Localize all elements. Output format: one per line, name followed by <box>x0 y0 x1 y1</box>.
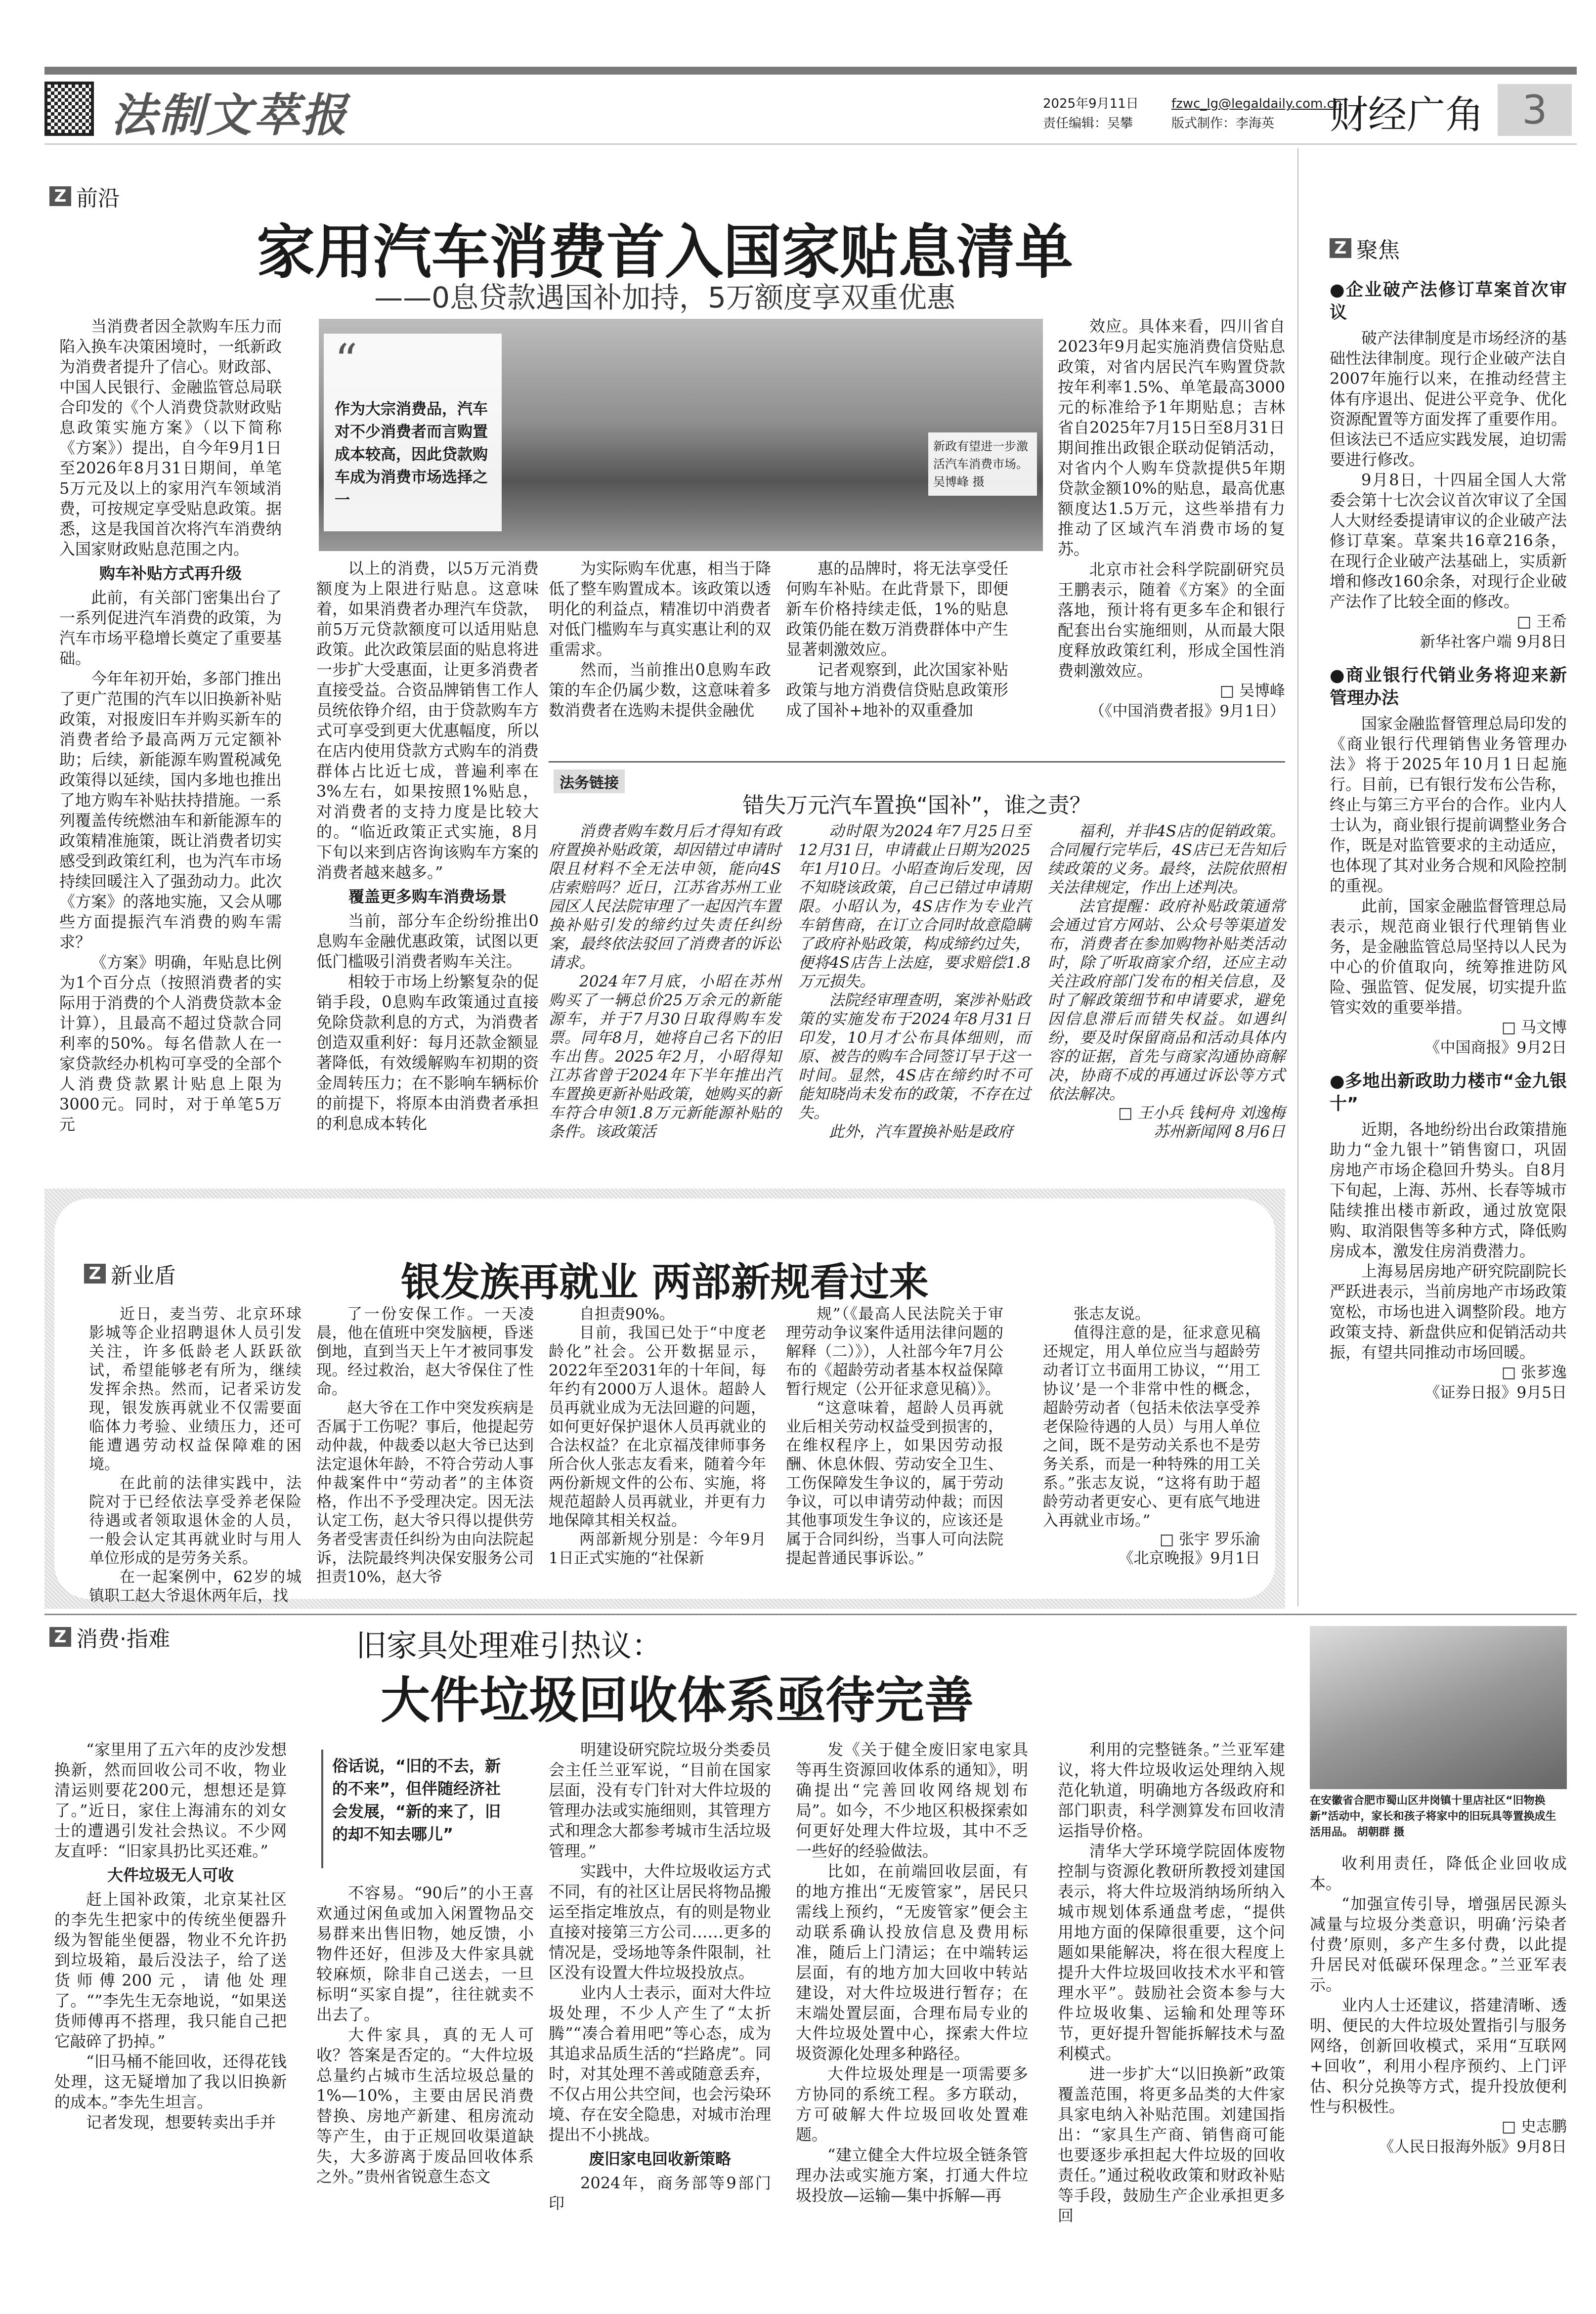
paragraph: “这意味着，超龄人员再就业后相关劳动权益受到损害的，在维权程序上，如果因劳动报酬、休息休假、劳动安全卫生、工伤保障发生争议的，属于劳动争议，可以申请劳动仲裁；而因其他事项发生争议的，应该还是属于合同纠纷，当事人可向法院提起普通民事诉讼。” <box>786 1399 1003 1567</box>
section-tag-icon: Z <box>49 186 71 206</box>
sidebar-news-list <box>1330 267 1567 1403</box>
article-subtitle: ——0息贷款遇国补加持，5万额度享双重优惠 <box>374 281 955 314</box>
paragraph: 值得注意的是，征求意见稿还规定，用人单位应当与超龄劳动者订立书面用工协议，“‘用工协议’是一个非常中性的概念，超龄劳动者（包括未依法享受养老保险待遇的人员）与用人单位之间，既不是劳动关系也不是劳务关系，而是一种特殊的用工关系。”张志友说，“这将有助于超龄劳动者更安心、更有底气地进入再就业市场。” <box>1043 1324 1260 1530</box>
paragraph: 法官提醒：政府补贴政策通常会通过官方网站、公众号等渠道发布，消费者在参加购物补贴类活动时，除了听取商家介绍，还应主动关注政府部门发布的相关信息，及时了解政策细节和申请要求，避免因信息滞后而错失权益。如遇纠纷，要及时保留商品和活动具体内容的证据，首先与商家沟通协商解决，协商不成的再通过诉讼等方式依法解决。 <box>1048 898 1285 1103</box>
subheading: 大件垃圾无人可收 <box>107 1866 234 1885</box>
article-column <box>549 1740 771 2214</box>
paragraph: 惠的品牌时，将无法享受任何购车补贴。在此背景下，即便新车价格持续走低，1%的贴息政策仍能在数万消费群体中产生显著刺激效应。 <box>786 559 1008 659</box>
article-column <box>1058 316 1285 722</box>
article-column <box>1310 1853 1567 2157</box>
paragraph: 此前，国家金融监督管理总局表示，规范商业银行代理销售业务，是金融监管总局坚持以人民为中心的价值取向，统筹推进防风险、强监管、促发展，切实提升监管实效的重要举措。 <box>1330 897 1567 1017</box>
section-tag-frontier: Z 前沿 <box>49 180 120 212</box>
article-headline: 家用汽车消费首入国家贴息清单 <box>256 218 1073 286</box>
paragraph: 相较于市场上纷繁复杂的促销手段，0息购车政策通过直接免除贷款利息的方式，为消费者创造双重利好：每月还款金额显著降低，有效缓解购车初期的资金周转压力；在不影响车辆标价的前提下，将原本由消费者承担的利息成本转化 <box>316 972 539 1133</box>
byline: □ 张芗逸 <box>1501 1364 1567 1381</box>
article-column <box>786 1305 1003 1568</box>
paragraph: 当消费者因全款购车压力而陷入换车决策困境时，一纸新政为消费者提升了信心。财政部、中国人民银行、金融监管总局联合印发的《个人消费贷款财政贴息政策实施方案》（以下简称《方案》）提出，自今年9月1日至2026年8月31日期间，单笔5万元及以上的家用汽车领域消费，可按规定享受贴息政策。据悉，这是我国首次将汽车消费纳入国家财政贴息范围之内。 <box>59 317 282 558</box>
article-column <box>798 822 1031 1141</box>
legal-label: 法务链接 <box>554 770 625 793</box>
paragraph: 比如，在前端回收层面，有的地方推出“无废管家”，居民只需线上预约，“无废管家”便会主动联系确认投放信息及费用标准，随后上门清运；在中端转运层面，有的地方加大回收中转站建设，对大件垃圾进行暂存；在末端处置层面，合理布局专业的大件垃圾处置中心，探索大件垃圾资源化处理多种路径。 <box>796 1862 1028 2063</box>
article-column <box>316 1883 534 2187</box>
section-tag-icon: Z <box>1330 238 1351 258</box>
byline: □ 吴博峰 <box>1219 682 1285 700</box>
section-tag-icon: Z <box>84 1264 106 1284</box>
paragraph: 《方案》明确，年贴息比例为1个百分点（按照消费者的实际用于消费的个人消费贷款本金计算），且最高不超过贷款合同利率的50%。每名借款人在一家贷款经办机构可享受的全部个人消费贷款累计贴息上限为3000元。同时，对于单笔5万元 <box>59 953 282 1134</box>
paragraph: 业内人士表示，面对大件垃圾处理，不少人产生了“太折腾”“凑合着用吧”等心态，成为其追求品质生活的“拦路虎”。同时，对其处理不善或随意丢弃，不仅占用公共空间，也会污染环境、存在安全隐患，对城市治理提出不小挑战。 <box>549 1983 771 2144</box>
subheading: 覆盖更多购车消费场景 <box>348 887 507 906</box>
article-column <box>54 1740 287 2133</box>
paragraph: 上海易居房地产研究院副院长严跃进表示，当前房地产市场政策宽松，市场也进入调整阶段。地方政策支持、新盘供应和促销活动共振，有望共同推动市场回暖。 <box>1330 1262 1567 1362</box>
paragraph: 效应。具体来看，四川省自2023年9月起实施消费信贷贴息政策，对省内居民汽车购置贷款按年利率1.5%、单笔最高3000元的标准给予1年期贴息；吉林省自2025年7月15日至8月31日期间推出政银企联动促销活动，对省内个人购车贷款提供5年期贷款金额10%的贴息，最高优惠额度达1.5万元，这些举措有力推动了区域汽车消费市场的复苏。 <box>1058 317 1285 558</box>
section-tag-consumer-guide: Z 消费·指难 <box>49 1621 170 1653</box>
byline: □ 王小兵 钱柯舟 刘逸梅 <box>1118 1104 1285 1122</box>
byline: 《人民日报海外版》9月8日 <box>1379 2138 1567 2156</box>
article-headline: 银发族再就业 两部新规看过来 <box>401 1259 929 1305</box>
paragraph: 在一起案例中，62岁的城镇职工赵大爷退休两年后，找 <box>89 1568 302 1605</box>
article-column <box>316 558 539 1134</box>
paragraph: 以上的消费，以5万元消费额度为上限进行贴息。这意味着，如果消费者办理汽车贷款，前5万元贷款额度可以适用贴息政策。此次政策层面的贴息将进一步扩大受惠面，让更多消费者直接受益。合资品牌销售工作人员统依铮介绍，由于贷款购车方式可享受到更大优惠幅度，所以在店内使用贷款方式购车的消费群体占比近七成，普遍利率在3%左右，如果按照1%贴息，对消费者的支持力度是比较大的。“临近政策正式实施，8月下旬以来到店咨询该购车方案的消费者越来越多。” <box>316 559 539 882</box>
page-number: 3 <box>1498 84 1572 136</box>
article-column <box>59 316 282 1135</box>
article-column <box>1058 1740 1285 2226</box>
paragraph: 两部新规分别是：今年9月1日正式实施的“社保新 <box>549 1531 766 1567</box>
paragraph: 动时限为2024年7月25日至12月31日，申请截止日期为2025年1月10日。小昭查询后发现，因不知晓该政策，自己已错过申请期限。小昭认为，4S店作为专业汽车销售商，在订立合同时故意隐瞒了政府补贴政策，构成缔约过失，便将4S店告上法庭，要求赔偿1.8万元损失。 <box>798 822 1031 990</box>
byline: 《证券日报》9月5日 <box>1424 1384 1567 1402</box>
byline: □ 王希 <box>1516 613 1567 631</box>
paragraph: 消费者购车数月后才得知有政府置换补贴政策，却因错过申请时限且材料不全无法申领，能向4S店索赔吗？近日，江苏省苏州工业园区人民法院审理了一起因汽车置换补贴引发的缔约过失责任纠纷案，最终依法驳回了消费者的诉讼请求。 <box>549 822 781 972</box>
article-column <box>316 1305 534 1586</box>
subheading: 废旧家电回收新策略 <box>588 2149 731 2168</box>
paragraph: 利用的完整链条。”兰亚军建议，将大件垃圾收运处理纳入规范化轨道，明确地方各级政府和部门职责，科学测算发布回收清运指导价格。 <box>1058 1740 1285 1840</box>
quote-mark-icon: “ <box>335 335 358 386</box>
article-column <box>786 558 1008 721</box>
paragraph: “家里用了五六年的皮沙发想换新，然而回收公司不收，物业清运则要花200元，想想还是算了。”近日，家住上海浦东的刘女士的遭遇引发社会热议。不少网友直呼：“旧家具扔比买还难。” <box>54 1740 287 1860</box>
pull-quote: 作为大宗消费品，汽车对不少消费者而言购置成本较高，因此贷款购车成为消费市场选择之一 <box>335 400 488 509</box>
article-column <box>796 1740 1028 2206</box>
paragraph: 自担责90%。 <box>579 1305 675 1323</box>
byline: 新华社客户端 9月8日 <box>1420 633 1567 651</box>
legal-title: 错失万元汽车置换“国补”，谁之责？ <box>742 793 1091 818</box>
byline: □ 马文博 <box>1501 1019 1567 1036</box>
paragraph: 明建设研究院垃圾分类委员会主任兰亚军说，“目前在国家层面，没有专门针对大件垃圾的管理办法或实施细则，其管理方式和理念大都参考城市生活垃圾管理。” <box>549 1740 771 1860</box>
paragraph: 实践中，大件垃圾收运方式不同，有的社区让居民将物品搬运至指定堆放点，有的则是物业直接对接第三方公司……更多的情况是，受场地等条件限制，社区没有设置大件垃圾投放点。 <box>549 1862 771 1982</box>
paragraph: 此外，汽车置换补贴是政府 <box>829 1123 1013 1141</box>
paragraph: 此前，有关部门密集出台了一系列促进汽车消费的政策，为汽车市场平稳增长奠定了重要基础。 <box>59 588 282 668</box>
paragraph: 今年年初开始，多部门推出了更广范围的汽车以旧换新补贴政策，对报废旧车并购买新车的消费者给予最高两万元定额补助；后续，新能源车购置税减免政策得以延续，国内多地也推出了地方购车补贴扶持措施。一系列覆盖传统燃油车和新能源车的政策精准施策，既让消费者切实感受到政策红利，也为汽车市场持续回暖注入了强劲动力。此次《方案》的落地实施，又会从哪些方面提振汽车消费的购车需求？ <box>59 669 282 951</box>
car-photo <box>319 319 1043 551</box>
qr-code-icon <box>44 82 94 136</box>
byline: □ 史志鹏 <box>1501 2118 1567 2136</box>
section-divider <box>44 1614 1577 1615</box>
paragraph: 张志友说。 <box>1074 1305 1150 1323</box>
paragraph: 9月8日，十四届全国人大常委会第十七次会议首次审议了全国人大财经委提请审议的企业破产法修订草案。草案共16章216条，在现行企业破产法基础上，实质新增和修改160余条，对现行企业破产法作了比较全面的修改。 <box>1330 471 1567 611</box>
paragraph: 记者发现，想要转卖出手并 <box>86 2113 276 2132</box>
quote-box <box>324 334 502 531</box>
paragraph: 在此前的法律实践中，法院对于已经依法享受养老保险待遇或者领取退休金的人员，一般会认定其再就业时与用人单位形成的是劳务关系。 <box>89 1474 302 1567</box>
header-divider <box>44 143 1577 145</box>
byline: （《中国消费者报》9月1日） <box>1089 702 1285 720</box>
article-column <box>89 1305 302 1605</box>
byline: 苏州新闻网 8月6日 <box>1153 1123 1285 1141</box>
email-link[interactable]: fzwc_lg@legaldaily.com.cn <box>1171 96 1342 111</box>
article-headline: 大件垃圾回收体系亟待完善 <box>381 1671 974 1729</box>
paragraph: “加强宣传引导，增强居民源头减量与垃圾分类意识，明确‘污染者付费’原则，多产生多付费，以此提升居民对低碳环保理念。”兰亚军表示。 <box>1310 1894 1567 1994</box>
paragraph: 清华大学环境学院固体废物控制与资源化教研所教授刘建国表示，将大件垃圾消纳场所纳入城市规划体系通盘考虑，“提供用地方面的保障很重要，这个问题如果能解决，将在很大程度上提升大件垃圾回收技术水平和管理水平”。鼓励社会资本参与大件垃圾收集、运输和处理等环节，更好提升智能拆解技术与盈利模式。 <box>1058 1842 1285 2063</box>
article-column <box>549 822 781 1141</box>
legal-link-box <box>549 761 1285 1181</box>
paragraph: 规”（《最高人民法院关于审理劳动争议案件适用法律问题的解释（二）》），人社部今年7月公布的《超龄劳动者基本权益保障暂行规定（公开征求意见稿）》。 <box>786 1305 1003 1398</box>
sidebar-divider <box>1297 148 1298 1606</box>
subheading: 购车补贴方式再升级 <box>99 564 242 583</box>
section-tag-focus: Z 聚焦 <box>1330 232 1400 264</box>
byline: 《北京晚报》9月1日 <box>1118 1549 1260 1567</box>
paragraph: 了一份安保工作。一天凌晨，他在值班中突发脑梗，昏迷倒地，直到当天上午才被同事发现。经过救治，赵大爷保住了性命。 <box>316 1305 534 1398</box>
paragraph: 福利，并非4S店的促销政策。合同履行完毕后，4S店已无告知后续政策的义务。最终，法院依照相关法律规定，作出上述判决。 <box>1048 822 1285 897</box>
paragraph: 不容易。“90后”的小王喜欢通过闲鱼或加入闲置物品交易群来出售旧物，她反馈，小物件还好，但涉及大件家具就较麻烦，除非自己送去，一旦标明“买家自提”，往往就卖不出去了。 <box>316 1884 534 2024</box>
recycling-event-photo <box>1310 1626 1567 1789</box>
pull-quote: 俗话说，“旧的不去，新的不来”，但伴随经济社会发展，“新的来了，旧的却不知去哪儿” <box>332 1757 501 1843</box>
paragraph: 大件垃圾处理是一项需要多方协同的系统工程。多方联动，方可破解大件垃圾回收处置难题。 <box>796 2064 1028 2144</box>
news-item-title: ●商业银行代销业务将迎来新管理办法 <box>1330 666 1567 708</box>
byline: 《中国商报》9月2日 <box>1424 1039 1567 1057</box>
paragraph: 进一步扩大“以旧换新”政策覆盖范围，将更多品类的大件家具家电纳入补贴范围。刘建国指出：“家具生产商、销售商可能也要逐步承担起大件垃圾的回收责任。”通过税收政策和财政补贴等手段，鼓励生产企业承担更多回 <box>1058 2064 1285 2225</box>
paragraph: 记者观察到，此次国家补贴政策与地方消费信贷贴息政策形成了国补+地补的双重叠加 <box>786 660 1008 720</box>
section-name: 财经广角 <box>1330 93 1484 137</box>
article-column <box>1043 1305 1260 1568</box>
article-column <box>549 558 771 721</box>
paragraph: 发《关于健全废旧家电家具等再生资源回收体系的通知》，明确提出“完善回收网络规划布局”。如今，不少地区积极探索如何更好处理大件垃圾，其中不乏一些好的经验做法。 <box>796 1740 1028 1860</box>
paragraph: 近期，各地纷纷出台政策措施助力“金九银十”销售窗口，巩固房地产市场企稳回升势头。自8月下旬起，上海、苏州、长春等城市陆续推出楼市新政，通过放宽限购、取消限售等多种方式，降低购房成本，激发住房消费潜力。 <box>1330 1120 1567 1260</box>
header-bar <box>44 67 1577 75</box>
paragraph: 北京市社会科学院副研究员王鹏表示，随着《方案》的全面落地，预计将有更多车企和银行配套出台实施细则，从而最大限度释放政策红利，形成全国性消费刺激效应。 <box>1058 560 1285 680</box>
section-tag-new-business: Z 新业盾 <box>84 1258 176 1289</box>
news-item-title: ●企业破产法修订草案首次审议 <box>1330 280 1567 323</box>
paragraph: 为实际购车优惠，相当于降低了整车购置成本。该政策以透明化的利益点，精准切中消费者对低门槛购车与真实惠让利的双重需求。 <box>549 559 771 659</box>
layout-credit: 版式制作：李海英 <box>1171 116 1275 131</box>
section-tag-icon: Z <box>49 1627 71 1647</box>
paragraph: 2024年7月底，小昭在苏州购买了一辆总价25万余元的新能源车，并于7月30日取得购车发票。同年8月，她将自己名下的旧车出售。2025年2月，小昭得知江苏省曾于2024年下半年推出汽车置换更新补贴政策，她购买的新车符合申领1.8万元新能源补贴的条件。该政策活 <box>549 973 781 1141</box>
article-column <box>1048 822 1285 1141</box>
paragraph: 赵大爷在工作中突发疾病是否属于工伤呢？事后，他提起劳动仲裁，仲裁委以赵大爷已达到法定退休年龄，不符合劳动人事仲裁案件中“劳动者”的主体资格，作出不予受理决定。因无法认定工伤，赵大爷只得以提供劳务者受害责任纠纷为由向法院起诉，法院最终判决保安服务公司担责10%，赵大爷 <box>316 1399 534 1586</box>
editor: 责任编辑：吴攀 <box>1043 116 1133 131</box>
paragraph: 2024年，商务部等9部门印 <box>549 2174 771 2213</box>
paragraph: 目前，我国已处于“中度老龄化”社会。公开数据显示，2022年至2031年的十年间，每年约有2000万人退休。超龄人员再就业成为无法回避的问题，如何更好保护退休人员再就业的合法权益？在北京福茂律师事务所合伙人张志友看来，随着今年两份新规文件的公布、实施，将规范超龄人员再就业，并更有力地保障其相关权益。 <box>549 1324 766 1530</box>
byline: □ 张宇 罗乐渝 <box>1160 1531 1260 1548</box>
pull-quote-box <box>321 1750 519 1868</box>
paragraph: 业内人士还建议，搭建清晰、透明、便民的大件垃圾处置指引与服务网络，创新回收模式，采用“互联网+回收”，利用小程序预约、上门评估、积分兑换等方式，提升投放便利性与积极性。 <box>1310 1996 1567 2116</box>
photo-caption: 在安徽省合肥市蜀山区井岗镇十里店社区“旧物换新”活动中，家长和孩子将家中的旧玩具等置换成生活用品。 胡朝群 摄 <box>1310 1795 1556 1839</box>
paragraph: “旧马桶不能回收，还得花钱处理，这无疑增加了我以旧换新的成本。”李先生坦言。 <box>54 2052 287 2111</box>
paragraph: 收利用责任，降低企业回收成本。 <box>1310 1854 1567 1893</box>
paragraph: “建立健全大件垃圾全链条管理办法或实施方案，打通大件垃圾投放—运输—集中拆解—再 <box>796 2145 1028 2205</box>
article-column <box>549 1305 766 1568</box>
article-kicker: 旧家具处理难引热议： <box>356 1628 663 1664</box>
paragraph: 当前，部分车企纷纷推出0息购车金融优惠政策，试图以更低门槛吸引消费者购车关注。 <box>316 911 539 971</box>
masthead-logo: 法制文萃报 <box>111 88 349 142</box>
news-item-title: ●多地出新政助力楼市“金九银十” <box>1330 1071 1567 1114</box>
paragraph: 然而，当前推出0息购车政策的车企仍属少数，这意味着多数消费者在选购未提供金融优 <box>549 660 771 720</box>
paragraph: 赶上国补政策，北京某社区的李先生把家中的传统坐便器升级为智能坐便器，物业不允许扔到垃圾箱，最后没法子，给了送货师傅200元，请他处理了。“”李先生无奈地说，“如果送货师傅再不搭理，我只能自己把它敲碎了扔掉。” <box>54 1890 287 2051</box>
paragraph: 近日，麦当劳、北京环球影城等企业招聘退休人员引发关注，许多低龄老人跃跃欲试，希望能够老有所为，继续发挥余热。然而，记者采访发现，银发族再就业不仅需要面临体力考验、业绩压力，还可能遭遇劳动权益保障难的困境。 <box>89 1305 302 1473</box>
paragraph: 法院经审理查明，案涉补贴政策的实施发布于2024年8月31日印发，10月才公布具体细则，而原、被告的购车合同签订早于这一时间。显然，4S店在缔约时不可能知晓尚未发布的政策，不存在过失。 <box>798 991 1031 1122</box>
paragraph: 国家金融监督管理总局印发的《商业银行代理销售业务管理办法》将于2025年10月1日起施行。目前，已有银行发布公告称，终止与第三方平台的合作。业内人士认为，商业银行提前调整业务合作，既是对监管要求的主动适应，也体现了其对业务合规和风险控制的重视。 <box>1330 714 1567 895</box>
paragraph: 大件家具，真的无人可收？答案是否定的。“大件垃圾总量约占城市生活垃圾总量的1%—10%，主要由居民消费替换、房地产新建、租房流动等产生，由于正规回收渠道缺失，大多游离于废品回收体系之外。”贵州省锐意生态文 <box>316 2025 534 2186</box>
issue-date: 2025年9月11日 <box>1043 96 1139 111</box>
photo-caption: 新政有望进一步激活汽车消费市场。 吴博峰 摄 <box>928 432 1037 496</box>
paragraph: 破产法律制度是市场经济的基础性法律制度。现行企业破产法自2007年施行以来，在推动经营主体有序退出、促进公平竞争、优化资源配置等方面发挥了重要作用。但该法已不适应实践发展，迫切需要进行修改。 <box>1330 329 1567 469</box>
